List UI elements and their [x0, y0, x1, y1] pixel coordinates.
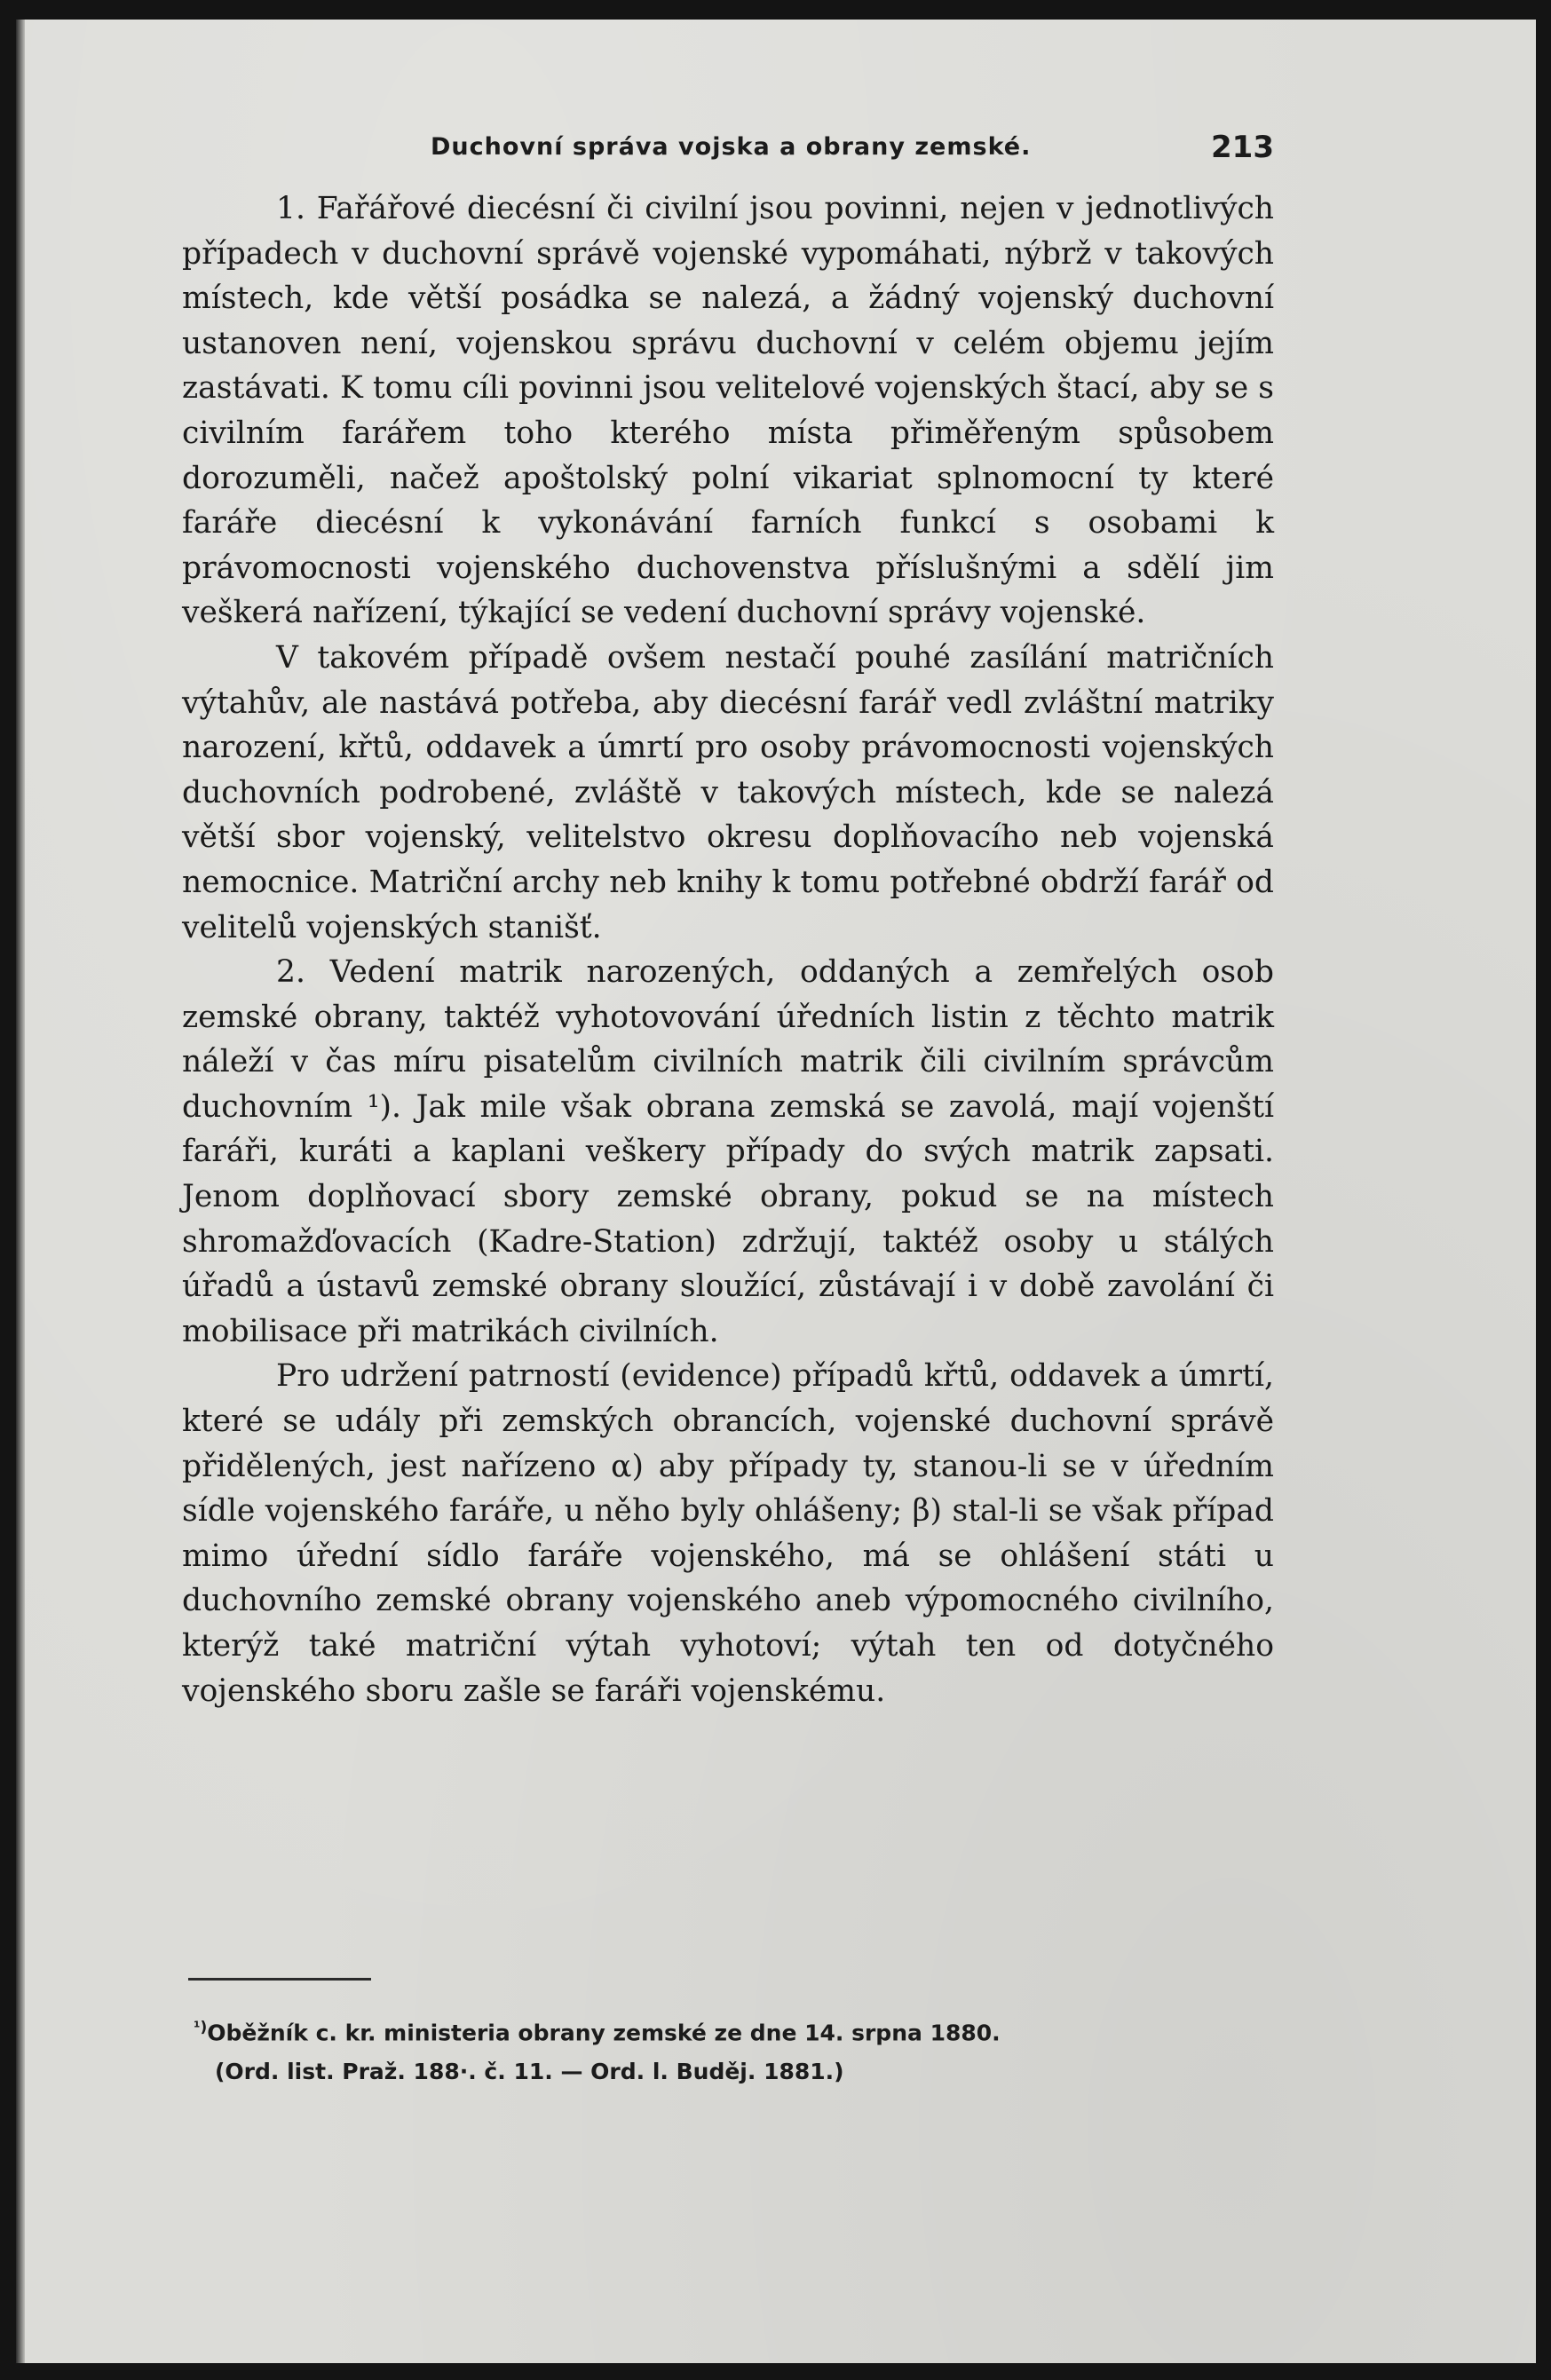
footnote-line-1	[188, 2008, 1280, 2052]
page-number: 213	[1211, 130, 1274, 165]
footnote-text-1: Oběžník c. kr. ministeria obrany zemské ze dne 14. srpna 1880.	[207, 2020, 1001, 2046]
footnote	[188, 2008, 1280, 2091]
footnote-rule	[188, 1978, 371, 1981]
footnote-mark: ¹)	[194, 2019, 208, 2036]
page-spine-shadow	[16, 20, 25, 2363]
running-head: Duchovní správa vojska a obrany zemské.	[431, 133, 1032, 161]
paragraph-3: 2. Vedení matrik narozených, oddaných a zemřelých osob zemské obrany, taktéž vyhotovování úředních listin z těchto matrik náleží v čas míru pisatelům civilních matrik čili civilním správcům duchovním ¹). Jak mile však obrana zemská se zavolá, mají vojenští faráři, kuráti a kaplani veškery případy do svých matrik zapsati. Jenom doplňovací sbory zemské obrany, pokud se na místech shromažďovacích (Kadre-Station) zdržují, taktéž osoby u stálých úřadů a ústavů zemské obrany sloužící, zůstávají i v době zavolání či mobilisace při matrikách civilních.	[182, 954, 1274, 1349]
paragraph-1: 1. Fařářové diecésní či civilní jsou povinni, nejen v jednotlivých případech v duchovní správě vojenské vypomáhati, nýbrž v takových místech, kde větší posádka se nalezá, a žádný vojenský duchovní ustanoven není, vojenskou správu duchovní v celém objemu jejím zastávati. K tomu cíli povinni jsou velitelové vojenských štací, aby se s civilním farářem toho kterého místa přiměřeným spůsobem dorozuměli, načež apoštolský polní vikariat splnomocní ty které faráře diecésní k vykonávání farních funkcí s osobami k právomocnosti vojenského duchovenstva příslušnými a sdělí jim veškerá nařízení, týkající se vedení duchovní správy vojenské.	[182, 191, 1274, 631]
page-header	[182, 123, 1274, 176]
paragraph-4: Pro udržení patrností (evidence) případů křtů, oddavek a úmrtí, které se udály při zemských obrancích, vojenské duchovní správě přidělených, jest nařízeno α) aby případy ty, stanou-li se v úředním sídle vojenského faráře, u něho byly ohlášeny; β) stal-li se však případ mimo úřední sídlo faráře vojenského, má se ohlášení státi u duchovního zemské obrany vojenského aneb výpomocného civilního, kterýž také matriční výtah vyhotoví; výtah ten od dotyčného vojenského sboru zašle se faráři vojenskému.	[182, 1358, 1274, 1709]
body-text	[182, 186, 1274, 1713]
paragraph-2: V takovém případě ovšem nestačí pouhé zasílání matričních výtahův, ale nastává potřeba, aby diecésní farář vedl zvláštní matriky narození, křtů, oddavek a úmrtí pro osoby právomocnosti vojenských duchovních podrobené, zvláště v takových místech, kde se nalezá větší sbor vojenský, velitelstvo okresu doplňovacího neb vojenská nemocnice. Matriční archy neb knihy k tomu potřebné obdrží farář od velitelů vojenských stanišť.	[182, 639, 1274, 945]
footnote-line-2: (Ord. list. Praž. 188·. č. 11. — Ord. l. Buděj. 1881.)	[215, 2059, 844, 2085]
